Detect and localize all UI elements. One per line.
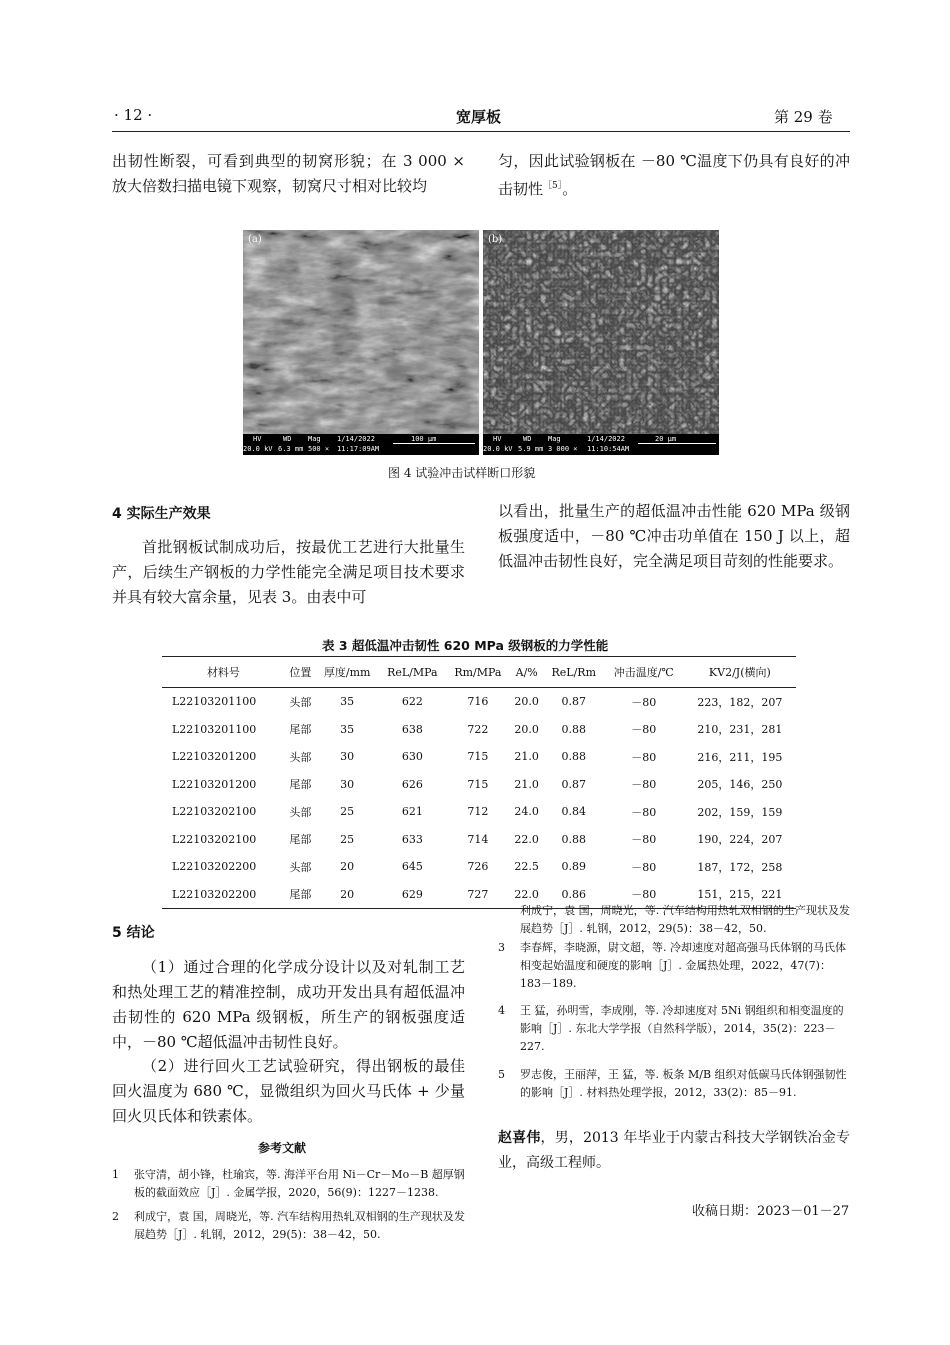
properties-table xyxy=(162,656,796,909)
section-4-left-paragraph: 首批钢板试制成功后，按最优工艺进行大批量生产，后续生产钢板的力学性能完全满足项目技术要求并具有较大富余量，见表 3。由表中可 xyxy=(112,538,465,606)
cell: L22103201200 xyxy=(172,750,257,764)
cell: 714 xyxy=(467,832,489,846)
table-row xyxy=(162,743,796,771)
hv-label: HV xyxy=(493,435,502,443)
mag-label: Mag xyxy=(548,435,561,443)
reference-number: 1 xyxy=(112,1168,119,1181)
fracture-image-b xyxy=(483,230,719,455)
cell: －80 xyxy=(631,723,657,737)
cell: 35 xyxy=(340,722,355,736)
cell: 20 xyxy=(340,860,355,874)
hv-value: 20.0 kV xyxy=(243,445,273,453)
cell: 187，172，258 xyxy=(697,860,783,874)
hv-label: HV xyxy=(253,435,262,443)
cell: 0.88 xyxy=(561,750,586,764)
hv-value: 20.0 kV xyxy=(483,445,513,453)
reference-number: 5 xyxy=(498,1068,505,1081)
cell: 0.84 xyxy=(561,805,586,819)
top-left-paragraph: 出韧性断裂，可看到典型的韧窝形貌；在 3 000 × 放大倍数扫描电镜下观察，韧窝尺寸相对比较均 xyxy=(112,152,465,195)
col-header-position: 位置 xyxy=(285,657,316,688)
cell: 尾部 xyxy=(285,881,316,909)
cell: 210，231，281 xyxy=(697,723,783,737)
cell: 25 xyxy=(340,832,355,846)
col-header-material: 材料号 xyxy=(162,657,285,688)
table-row xyxy=(162,771,796,799)
cell: 尾部 xyxy=(289,778,312,792)
time-value: 11:17:09AM xyxy=(337,445,380,453)
reference-3 xyxy=(498,939,850,993)
cell: L22103202200 xyxy=(172,860,257,874)
table-header-row xyxy=(162,657,796,688)
cell: －80 xyxy=(631,833,657,847)
cell: L22103202200 xyxy=(162,881,285,909)
cell: 30 xyxy=(340,750,355,764)
table-row xyxy=(162,826,796,854)
col-header-rm: Rm/MPa xyxy=(446,657,509,688)
panel-label-b: (b) xyxy=(488,234,503,245)
cell: 20.0 xyxy=(514,695,539,709)
cell: 638 xyxy=(401,722,423,736)
wd-label: WD xyxy=(523,435,532,443)
section-4-heading: 4 实际生产效果 xyxy=(112,506,211,522)
cell: 216，211，195 xyxy=(697,750,783,764)
cell: －80 xyxy=(631,805,657,819)
cell: 626 xyxy=(401,777,423,791)
cell: 20 xyxy=(316,881,379,909)
cell: 205，146，250 xyxy=(697,778,783,792)
table-row xyxy=(162,716,796,744)
cell: 0.88 xyxy=(561,832,586,846)
scale-label: 20 µm xyxy=(655,435,677,443)
conclusion-1: （1）通过合理的化学成分设计以及对轧制工艺和热处理工艺的精准控制，成功开发出具有超低温冲击韧性的 620 MPa 级钢板，所生产的钢板强度适中，－80 ℃超低温冲击韧性良好。 xyxy=(112,958,465,1051)
cell: 0.87 xyxy=(561,695,586,709)
cell: 629 xyxy=(378,881,446,909)
section-4-right-paragraph: 以看出，批量生产的超低温冲击性能 620 MPa 级钢板强度适中，－80 ℃冲击功单值在 150 J 以上，超低温冲击韧性良好，完全满足项目苛刻的性能要求。 xyxy=(498,502,850,570)
cell: 头部 xyxy=(289,805,312,819)
reference-text: 张守清，胡小锋，杜瑜宾，等. 海洋平台用 Ni－Cr－Mo－B 超厚钢板的截面效应［J］. 金属学报，2020，56(9)：1227－1238. xyxy=(134,1168,465,1199)
reference-2-continued xyxy=(498,904,850,938)
cell: 727 xyxy=(446,881,509,909)
wd-value: 6.3 mm xyxy=(278,445,304,453)
wd-label: WD xyxy=(283,435,292,443)
cell: 223，182，207 xyxy=(697,695,783,709)
time-value: 11:10:54AM xyxy=(587,445,630,453)
cell: 622 xyxy=(401,695,423,709)
panel-label-a: (a) xyxy=(248,234,262,245)
mag-label: Mag xyxy=(308,435,321,443)
cell: 30 xyxy=(340,777,355,791)
cell: 645 xyxy=(401,860,423,874)
figure-caption: 图 4 试验冲击试样断口形貌 xyxy=(388,466,536,480)
top-right-text: 匀，因此试验钢板在 －80 ℃温度下仍具有良好的冲击韧性 xyxy=(498,152,850,198)
page-number: · 12 · xyxy=(114,106,153,124)
cell: 712 xyxy=(467,805,489,819)
cell: 35 xyxy=(340,695,355,709)
cell: L22103201200 xyxy=(172,777,257,791)
cell: 0.86 xyxy=(544,881,604,909)
col-header-yield-ratio: ReL/Rm xyxy=(544,657,604,688)
scale-label: 100 µm xyxy=(411,435,437,443)
cell: 22.0 xyxy=(514,832,539,846)
references-heading: 参考文献 xyxy=(258,1141,307,1155)
cell: 630 xyxy=(401,750,423,764)
reference-number: 3 xyxy=(498,941,505,954)
mag-value: 3 000 × xyxy=(548,445,578,453)
reference-text: 罗志俊，王丽萍，王 猛，等. 板条 M/B 组织对低碳马氏体钢强韧性的影响［J］. 材料热处理学报，2012，33(2)：85－91. xyxy=(520,1068,847,1099)
cell: 24.0 xyxy=(514,805,539,819)
received-date: 收稿日期：2023－01－27 xyxy=(692,1204,850,1219)
reference-1 xyxy=(112,1166,465,1202)
wd-value: 5.9 mm xyxy=(518,445,544,453)
cell: 22.5 xyxy=(514,860,539,874)
author-description: ，男，2013 年毕业于内蒙古科技大学钢铁冶金专业，高级工程师。 xyxy=(498,1130,851,1171)
mag-value: 500 × xyxy=(308,445,330,453)
cell: L22103202100 xyxy=(172,805,257,819)
conclusion-2: （2）进行回火工艺试验研究，得出钢板的最佳回火温度为 680 ℃，显微组织为回火马氏体 + 少量回火贝氏体和铁素体。 xyxy=(112,1057,465,1125)
cell: L22103201100 xyxy=(172,695,257,709)
cell: －80 xyxy=(631,750,657,764)
cell: －80 xyxy=(604,881,684,909)
volume-label: 第 29 卷 xyxy=(774,108,833,126)
col-header-impact-temp: 冲击温度/℃ xyxy=(604,657,684,688)
reference-text: 利成宁，袁 国，周晓光，等. 汽车结构用热轧双相钢的生产现状及发展趋势［J］. 轧钢，2012，29(5)：38－42，50. xyxy=(134,1210,465,1241)
cell: 202，159，159 xyxy=(697,805,783,819)
cell: 151，215，221 xyxy=(684,881,796,909)
col-header-rel: ReL/MPa xyxy=(378,657,446,688)
cell: 头部 xyxy=(289,860,312,874)
cell: 25 xyxy=(340,805,355,819)
reference-text: 王 猛，孙明雪，李成刚，等. 冷却速度对 5Ni 钢组织和相变温度的影响［J］. 东北大学学报（自然科学版），2014，35(2)：223－227. xyxy=(520,1004,844,1053)
cell: 20.0 xyxy=(514,722,539,736)
reference-number: 4 xyxy=(498,1004,505,1017)
cell: 633 xyxy=(401,832,423,846)
date-label: 1/14/2022 xyxy=(337,435,375,443)
cell: 尾部 xyxy=(289,723,312,737)
col-header-kv2: KV2/J(横向) xyxy=(684,657,796,688)
cell: 0.87 xyxy=(561,777,586,791)
cell: L22103202100 xyxy=(172,832,257,846)
reference-text: 李春辉，李晓源，尉文超，等. 冷却速度对超高强马氏体钢的马氏体相变起始温度和硬度的影响［J］. 金属热处理，2022，47(7)：183－189. xyxy=(520,941,846,990)
table-row xyxy=(162,798,796,826)
scale-bar xyxy=(393,443,475,444)
cell: 722 xyxy=(467,722,489,736)
cell: 190，224，207 xyxy=(697,833,783,847)
reference-4 xyxy=(498,1002,850,1056)
table-row xyxy=(162,853,796,881)
author-name: 赵喜伟 xyxy=(498,1130,541,1146)
sem-info-bar-b xyxy=(483,434,719,455)
date-label: 1/14/2022 xyxy=(587,435,625,443)
cell: 头部 xyxy=(289,750,312,764)
cell: －80 xyxy=(631,695,657,709)
table-row xyxy=(162,688,796,716)
cell: 715 xyxy=(467,750,489,764)
fracture-image-a xyxy=(243,230,479,455)
cell: 22.0 xyxy=(510,881,544,909)
cell: 0.89 xyxy=(561,860,586,874)
cell: －80 xyxy=(631,778,657,792)
reference-5 xyxy=(498,1066,850,1102)
reference-text: 利成宁，袁 国，周晓光，等. 汽车结构用热轧双相钢的生产现状及发展趋势［J］. 轧钢，2012，29(5)：38－42，50. xyxy=(520,904,850,935)
citation: ［5］ xyxy=(543,181,563,191)
cell: 716 xyxy=(467,695,489,709)
cell: 21.0 xyxy=(514,750,539,764)
top-right-end: 。 xyxy=(562,180,578,198)
col-header-thickness: 厚度/mm xyxy=(316,657,379,688)
table-caption: 表 3 超低温冲击韧性 620 MPa 级钢板的力学性能 xyxy=(322,638,609,653)
cell: 0.88 xyxy=(561,722,586,736)
cell: －80 xyxy=(631,860,657,874)
cell: L22103201100 xyxy=(172,722,257,736)
reference-2 xyxy=(112,1208,465,1241)
sem-info-bar-a xyxy=(243,434,479,455)
cell: 头部 xyxy=(289,695,312,709)
reference-number: 2 xyxy=(112,1210,119,1223)
col-header-elongation: A/% xyxy=(510,657,544,688)
cell: 715 xyxy=(467,777,489,791)
cell: 21.0 xyxy=(514,777,539,791)
cell: 726 xyxy=(467,860,489,874)
top-right-paragraph xyxy=(498,149,850,202)
scale-bar xyxy=(638,443,716,444)
author-bio xyxy=(498,1126,850,1176)
journal-title: 宽厚板 xyxy=(456,108,502,126)
header-rule xyxy=(112,131,850,132)
cell: 尾部 xyxy=(289,833,312,847)
section-5-heading: 5 结论 xyxy=(112,925,155,941)
cell: 621 xyxy=(401,805,423,819)
